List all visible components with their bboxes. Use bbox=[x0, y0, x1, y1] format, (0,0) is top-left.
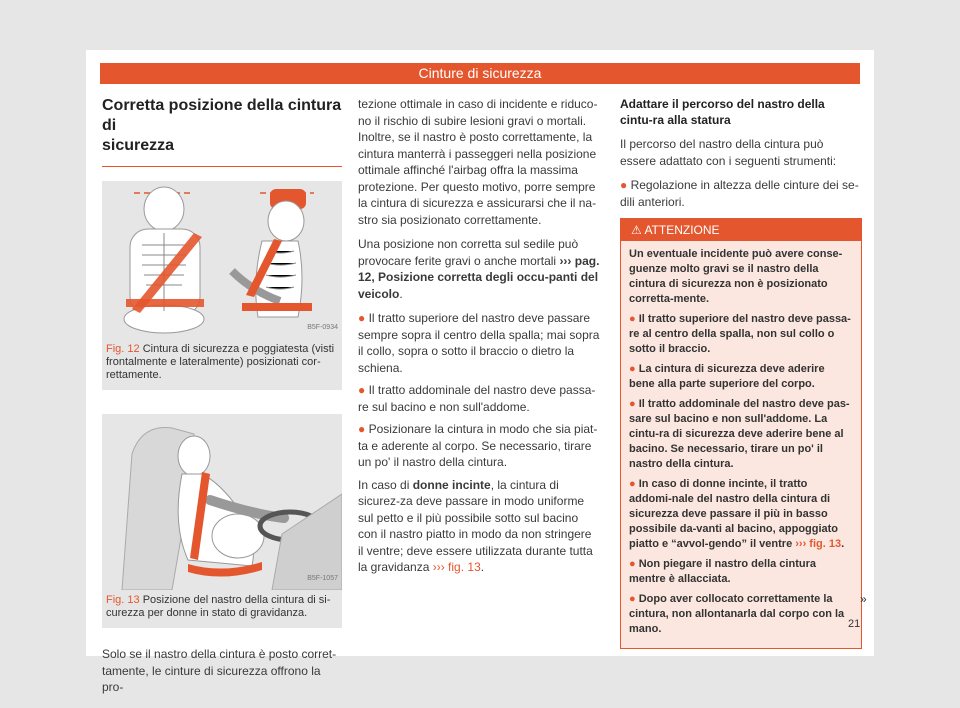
bullet-icon: ● bbox=[358, 422, 366, 436]
figure-caption: Fig. 12 Cintura di sicurezza e poggiatesta (visti frontalmente e lateralmente) posizionati cor-rettamente. bbox=[102, 339, 342, 390]
bullet-icon: ● bbox=[629, 593, 636, 605]
list-item: ● Il tratto addominale del nastro deve pas-sare sul bacino e non sull'addome. La cintu-ra di sicurezza deve aderire bene al bacino. Se necessario, tirare un po' il nastro della cintura. bbox=[629, 398, 850, 470]
bullet-icon: ● bbox=[629, 558, 636, 570]
bullet-icon: ● bbox=[629, 398, 636, 410]
warning-body bbox=[621, 241, 861, 648]
section-title: Corretta posizione della cintura di sicurezza bbox=[102, 96, 342, 167]
list-item: ● Il tratto superiore del nastro deve passa-re al centro della spalla, non sul collo o sotto il braccio. bbox=[629, 313, 851, 355]
list-item: ● Il tratto superiore del nastro deve passare sempre sopra il centro della spalla; mai sopra il collo, sopra o sotto il braccio o dietro la schiena. bbox=[358, 311, 600, 375]
list-item: ● Il tratto addominale del nastro deve passa-re sul bacino e non sull'addome. bbox=[358, 383, 596, 414]
warning-header: ⚠ ATTENZIONE bbox=[621, 219, 861, 241]
body-paragraph: In caso di donne incinte, la cintura di sicurez-za deve passare in modo uniforme sul petto e il più possibile sotto sul bacino con il nastro piatto in modo da non stringere il ventre; deve essere utilizzata durante tutta la gravidanza ››› fig. 13. bbox=[358, 477, 593, 574]
figure-caption: Fig. 13 Posizione del nastro della cintura di si-curezza per donne in stato di gravidanza. bbox=[102, 590, 342, 628]
list-item: ● Dopo aver collocato correttamente la cintura, non allontanarla dal corpo con la mano. bbox=[629, 593, 845, 635]
seatbelt-skeleton-illustration bbox=[102, 181, 342, 339]
bullet-icon: ● bbox=[358, 383, 366, 397]
bullet-icon: ● bbox=[629, 313, 636, 325]
list-item: ● Non piegare il nastro della cintura mentre è allacciata. bbox=[629, 558, 816, 585]
figure-reference-link[interactable]: ››› fig. 13 bbox=[432, 560, 481, 574]
list-item: ● La cintura di sicurezza deve aderire bene alla parte superiore del corpo. bbox=[629, 363, 825, 390]
list-item: ● Posizionare la cintura in modo che sia piat-ta e aderente al corpo. Se necessario, tirare un po' il nastro della cintura. bbox=[358, 422, 598, 469]
figure-reference-link[interactable]: ››› fig. 13 bbox=[795, 538, 842, 550]
body-paragraph: Una posizione non corretta sul sedile può provocare ferite gravi o anche mortali ››› pag. 12, Posizione corretta degli occu-panti del veicolo. bbox=[358, 237, 600, 301]
bullet-icon: ● bbox=[629, 363, 636, 375]
figure-label: Fig. 13 bbox=[106, 594, 140, 606]
list-item: ● Regolazione in altezza delle cinture dei se-dili anteriori. bbox=[620, 178, 859, 209]
figure-pregnant-belt bbox=[102, 414, 342, 590]
pregnant-woman-seatbelt-illustration bbox=[102, 414, 342, 590]
continue-arrow-icon: » bbox=[860, 592, 867, 606]
list-item: ● In caso di donne incinte, il tratto addomi-nale del nastro della cintura di sicurezza deve passare il più in basso possibile da-vanti al bacino, appoggiato piatto e “avvol-gendo” il ventre ››› fig. 13. bbox=[629, 478, 845, 550]
figure-label: Fig. 12 bbox=[106, 343, 140, 355]
column-right bbox=[620, 96, 860, 649]
column-middle bbox=[358, 96, 600, 584]
page-number: 21 bbox=[848, 618, 861, 630]
bullet-icon: ● bbox=[620, 178, 628, 192]
bullet-icon: ● bbox=[358, 311, 366, 325]
chapter-title: Cinture di sicurezza bbox=[418, 65, 542, 81]
warning-triangle-icon: ⚠ bbox=[631, 223, 642, 237]
subsection-title: Adattare il percorso del nastro della cintu-ra alla statura bbox=[620, 97, 825, 127]
cross-reference-link[interactable]: ››› pag. 12, Posizione corretta degli occu-panti del veicolo bbox=[358, 253, 600, 301]
column-left bbox=[102, 96, 342, 696]
warning-intro: Un eventuale incidente può avere conse-guenze molto gravi se il nastro della cintura di sicurezza non è posizionato corretta-mente. bbox=[629, 248, 843, 305]
body-paragraph: tezione ottimale in caso di incidente e riduco-no il rischio di subire lesioni gravi o mortali. Inoltre, se il nastro è posto correttamente, la cintura manterrà i passeggeri nella posizione ottimale affinché l'airbag offra la massima protezione. Per questo motivo, porre sempre la cintura di sicurezza e assicurarsi che il na-stro sia posizionato correttamente. bbox=[358, 97, 598, 227]
figure-belt-front-side bbox=[102, 181, 342, 339]
bullet-icon: ● bbox=[629, 478, 636, 490]
figure-code: B5F-1057 bbox=[307, 574, 338, 582]
body-paragraph: Solo se il nastro della cintura è posto corret-tamente, le cinture di sicurezza offrono la pro- bbox=[102, 647, 337, 694]
chapter-header bbox=[100, 63, 860, 84]
figure-code: B5F-0934 bbox=[307, 323, 338, 331]
body-paragraph: Il percorso del nastro della cintura può essere adattato con i seguenti strumenti: bbox=[620, 137, 837, 168]
warning-box bbox=[620, 218, 862, 649]
